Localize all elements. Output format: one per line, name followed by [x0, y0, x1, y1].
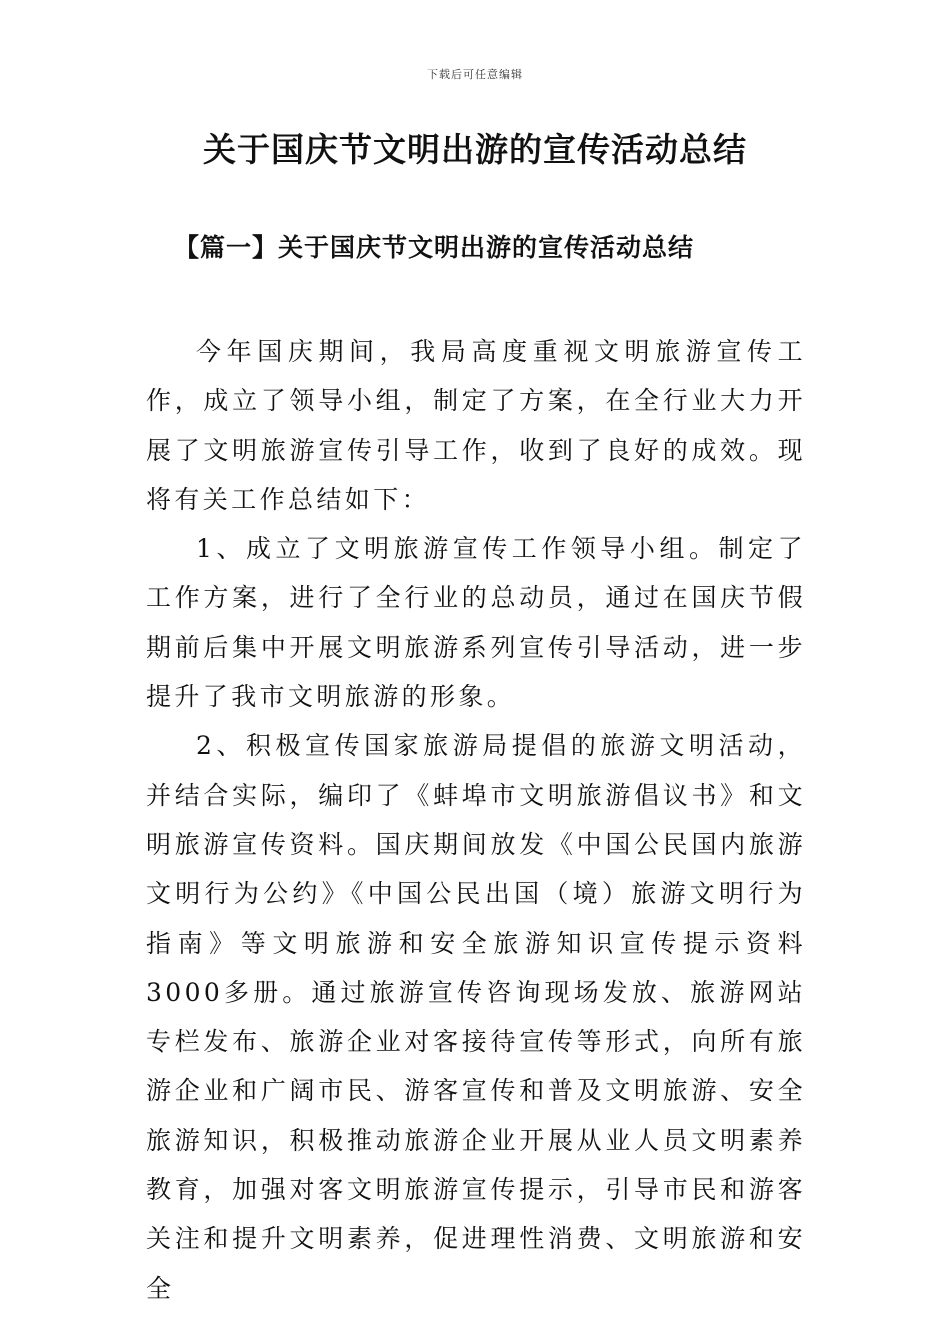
- document-body: [146, 327, 806, 1313]
- paragraph-item-1: 1、成立了文明旅游宣传工作领导小组。制定了工作方案，进行了全行业的总动员，通过在国庆节假期前后集中开展文明旅游系列宣传引导活动，进一步提升了我市文明旅游的形象。: [146, 534, 806, 712]
- document-title: 关于国庆节文明出游的宣传活动总结: [203, 130, 747, 169]
- paragraph-intro: 今年国庆期间，我局高度重视文明旅游宣传工作，成立了领导小组，制定了方案，在全行业大力开展了文明旅游宣传引导工作，收到了良好的成效。现将有关工作总结如下：: [146, 337, 806, 514]
- section-heading: 【篇一】关于国庆节文明出游的宣传活动总结: [174, 233, 695, 262]
- paragraph-item-2: 2、积极宣传国家旅游局提倡的旅游文明活动，并结合实际，编印了《蚌埠市文明旅游倡议书》和文明旅游宣传资料。国庆期间放发《中国公民国内旅游文明行为公约》《中国公民出国（境）旅游文明行为指南》等文明旅游和安全旅游知识宣传提示资料3000多册。通过旅游宣传咨询现场发放、旅游网站专栏发布、旅游企业对客接待宣传等形式，向所有旅游企业和广阔市民、游客宣传和普及文明旅游、安全旅游知识，积极推动旅游企业开展从业人员文明素养教育，加强对客文明旅游宣传提示，引导市民和游客关注和提升文明素养，促进理性消费、文明旅游和安全: [146, 731, 806, 1303]
- header-note: 下载后可任意编辑: [427, 68, 523, 81]
